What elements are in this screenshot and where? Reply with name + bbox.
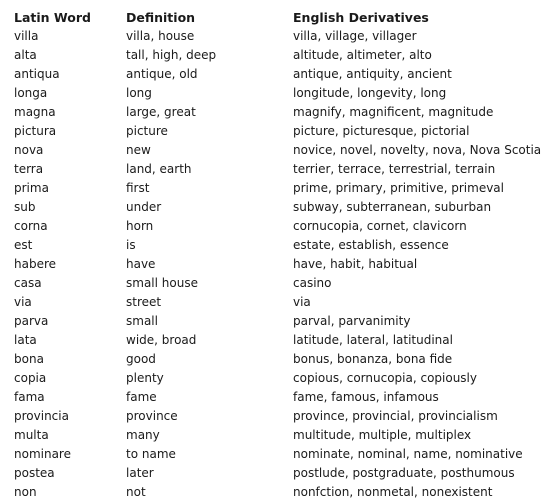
definition-cell: land, earth [126, 162, 192, 176]
table-row [0, 331, 553, 350]
definition-cell: province [126, 409, 178, 423]
header-english-derivatives: English Derivatives [293, 10, 429, 25]
table-row [0, 103, 553, 122]
table-row [0, 445, 553, 464]
latin-word-cell: corna [14, 219, 48, 233]
table-row [0, 350, 553, 369]
english-derivatives-cell: casino [293, 276, 332, 290]
latin-word-cell: habere [14, 257, 57, 271]
definition-cell: villa, house [126, 29, 195, 43]
english-derivatives-cell: latitude, lateral, latitudinal [293, 333, 453, 347]
latin-word-cell: pictura [14, 124, 57, 138]
latin-word-cell: fama [14, 390, 45, 404]
definition-cell: street [126, 295, 162, 309]
definition-cell: new [126, 143, 151, 157]
definition-cell: tall, high, deep [126, 48, 217, 62]
english-derivatives-cell: bonus, bonanza, bona fide [293, 352, 453, 366]
definition-cell: to name [126, 447, 176, 461]
definition-cell: first [126, 181, 150, 195]
english-derivatives-cell: longitude, longevity, long [293, 86, 447, 100]
english-derivatives-cell: province, provincial, provincialism [293, 409, 498, 423]
english-derivatives-cell: multitude, multiple, multiplex [293, 428, 472, 442]
english-derivatives-cell: subway, subterranean, suburban [293, 200, 492, 214]
header-row [0, 0, 553, 27]
definition-cell: picture [126, 124, 168, 138]
definition-cell: many [126, 428, 160, 442]
latin-word-cell: casa [14, 276, 42, 290]
table-row [0, 46, 553, 65]
table-row [0, 426, 553, 445]
latin-word-cell: copia [14, 371, 47, 385]
definition-cell: antique, old [126, 67, 198, 81]
table-header [0, 0, 553, 27]
english-derivatives-cell: antique, antiquity, ancient [293, 67, 452, 81]
table-row [0, 312, 553, 331]
latin-word-cell: prima [14, 181, 49, 195]
latin-word-cell: longa [14, 86, 48, 100]
english-derivatives-cell: picture, picturesque, pictorial [293, 124, 470, 138]
table-row [0, 255, 553, 274]
english-derivatives-cell: magnify, magnificent, magnitude [293, 105, 494, 119]
latin-word-cell: nova [14, 143, 44, 157]
table-row [0, 293, 553, 312]
definition-cell: large, great [126, 105, 196, 119]
english-derivatives-cell: estate, establish, essence [293, 238, 449, 252]
definition-cell: wide, broad [126, 333, 197, 347]
latin-word-cell: bona [14, 352, 44, 366]
definition-cell: is [126, 238, 136, 252]
latin-word-cell: non [14, 485, 37, 499]
definition-cell: under [126, 200, 162, 214]
english-derivatives-cell: villa, village, villager [293, 29, 417, 43]
latin-word-cell: parva [14, 314, 49, 328]
latin-word-cell: alta [14, 48, 37, 62]
table-row [0, 483, 553, 502]
header-latin-word: Latin Word [14, 10, 91, 25]
english-derivatives-cell: have, habit, habitual [293, 257, 418, 271]
latin-word-cell: antiqua [14, 67, 60, 81]
latin-word-cell: sub [14, 200, 36, 214]
header-definition: Definition [126, 10, 196, 25]
table-row [0, 122, 553, 141]
english-derivatives-cell: cornucopia, cornet, clavicorn [293, 219, 467, 233]
latin-word-cell: provincia [14, 409, 69, 423]
latin-word-cell: est [14, 238, 33, 252]
english-derivatives-cell: copious, cornucopia, copiously [293, 371, 477, 385]
definition-cell: good [126, 352, 156, 366]
definition-cell: later [126, 466, 154, 480]
definition-cell: fame [126, 390, 157, 404]
latin-word-cell: villa [14, 29, 39, 43]
table-row [0, 369, 553, 388]
latin-word-cell: postea [14, 466, 55, 480]
table-row [0, 141, 553, 160]
latin-word-cell: magna [14, 105, 56, 119]
english-derivatives-cell: altitude, altimeter, alto [293, 48, 432, 62]
latin-word-cell: lata [14, 333, 37, 347]
definition-cell: not [126, 485, 146, 499]
table-row [0, 179, 553, 198]
table-row [0, 65, 553, 84]
english-derivatives-cell: postlude, postgraduate, posthumous [293, 466, 515, 480]
definition-cell: horn [126, 219, 154, 233]
english-derivatives-cell: via [293, 295, 311, 309]
definition-cell: long [126, 86, 152, 100]
table-row [0, 464, 553, 483]
latin-word-cell: nominare [14, 447, 71, 461]
table-row [0, 27, 553, 46]
definition-cell: small house [126, 276, 198, 290]
table-row [0, 84, 553, 103]
english-derivatives-cell: prime, primary, primitive, primeval [293, 181, 504, 195]
english-derivatives-cell: fame, famous, infamous [293, 390, 439, 404]
latin-word-cell: terra [14, 162, 44, 176]
english-derivatives-cell: parval, parvanimity [293, 314, 411, 328]
english-derivatives-cell: nominate, nominal, name, nominative [293, 447, 523, 461]
english-derivatives-cell: novice, novel, novelty, nova, Nova Scotia [293, 143, 542, 157]
latin-word-cell: multa [14, 428, 49, 442]
definition-cell: have [126, 257, 156, 271]
table-row [0, 198, 553, 217]
table-row [0, 407, 553, 426]
table-row [0, 236, 553, 255]
english-derivatives-cell: terrier, terrace, terrestrial, terrain [293, 162, 496, 176]
english-derivatives-cell: nonfction, nonmetal, nonexistent [293, 485, 493, 499]
table-row [0, 160, 553, 179]
table-body [0, 27, 553, 502]
definition-cell: small [126, 314, 158, 328]
table-row [0, 274, 553, 293]
table-row [0, 388, 553, 407]
definition-cell: plenty [126, 371, 164, 385]
table-row [0, 217, 553, 236]
latin-word-cell: via [14, 295, 32, 309]
